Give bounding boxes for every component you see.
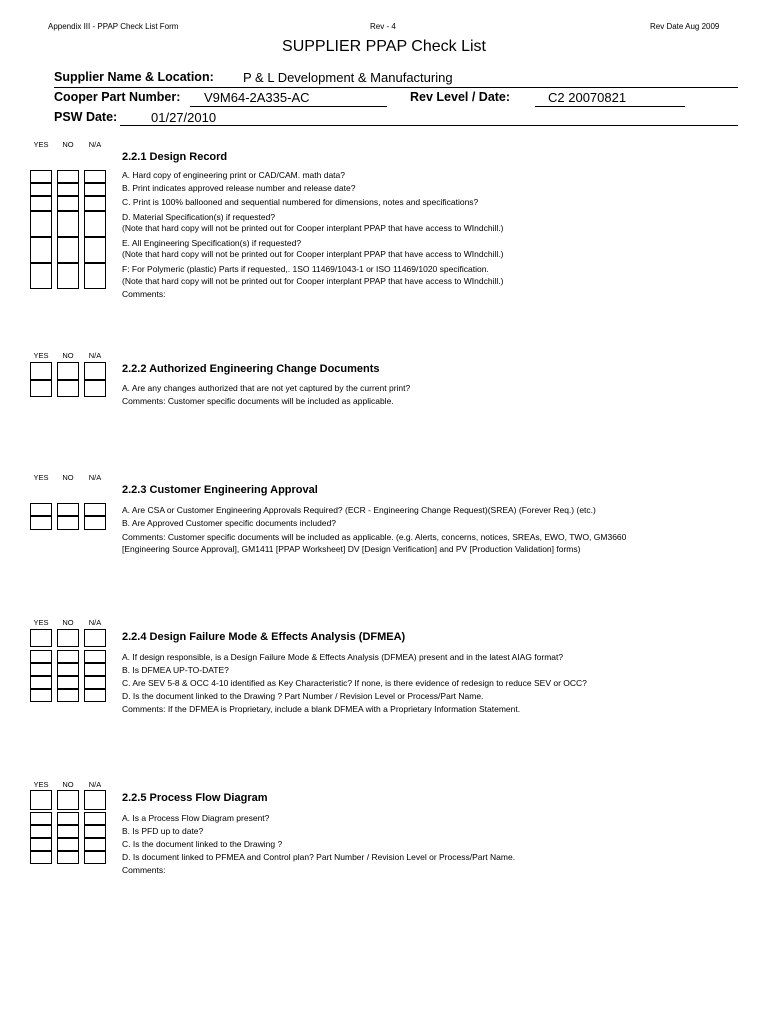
revision-header: Rev - 4 [370, 22, 396, 31]
checkbox-yes[interactable] [30, 629, 52, 647]
checkbox-no[interactable] [57, 650, 79, 663]
checkbox-no[interactable] [57, 689, 79, 702]
rev-date-header: Rev Date Aug 2009 [650, 22, 720, 31]
checkbox-yes[interactable] [30, 790, 52, 810]
checkbox-yes[interactable] [30, 263, 52, 289]
column-header-na: N/A [88, 140, 102, 149]
checkbox-no[interactable] [57, 263, 79, 289]
column-header-na: N/A [88, 618, 102, 627]
psw-date-value[interactable]: 01/27/2010 [151, 110, 217, 125]
column-header-no: NO [62, 780, 74, 789]
checkbox-no[interactable] [57, 362, 79, 380]
checkbox-na[interactable] [84, 170, 106, 183]
question-line: A. If design responsible, is a Design Failure Mode & Effects Analysis (DFMEA) present and in the latest AIAG format? [122, 652, 564, 662]
part-number-label: Cooper Part Number: [54, 90, 181, 104]
column-header-yes: YES [33, 140, 49, 149]
checkbox-na[interactable] [84, 196, 106, 211]
checkbox-na[interactable] [84, 812, 106, 825]
checkbox-yes[interactable] [30, 676, 52, 689]
form-id-header: Appendix III - PPAP Check List Form [48, 22, 179, 31]
rev-level-underline [535, 106, 685, 107]
question-line: A. Are CSA or Customer Engineering Approvals Required? (ECR - Engineering Change Request)(SREA) (Forever Req.) (etc.) [122, 505, 596, 515]
question-line: F: For Polymeric (plastic) Parts if requested,. 1SO 11469/1043-1 or ISO 11469/1020 specification. [122, 264, 489, 274]
question-line: (Note that hard copy will not be printed out for Cooper interplant PPAP that have access to WIndchill.) [122, 223, 504, 233]
checkbox-yes[interactable] [30, 503, 52, 516]
column-header-na: N/A [88, 473, 102, 482]
column-header-yes: YES [33, 618, 49, 627]
checkbox-na[interactable] [84, 183, 106, 196]
checkbox-yes[interactable] [30, 851, 52, 864]
column-header-no: NO [62, 473, 74, 482]
column-header-no: NO [62, 140, 74, 149]
checkbox-na[interactable] [84, 790, 106, 810]
checkbox-no[interactable] [57, 237, 79, 263]
checkbox-no[interactable] [57, 663, 79, 676]
psw-date-label: PSW Date: [54, 110, 118, 124]
checkbox-no[interactable] [57, 380, 79, 397]
question-line: B. Is PFD up to date? [122, 826, 204, 836]
checkbox-yes[interactable] [30, 812, 52, 825]
checkbox-no[interactable] [57, 503, 79, 516]
checkbox-no[interactable] [57, 812, 79, 825]
checkbox-na[interactable] [84, 211, 106, 237]
column-header-no: NO [62, 351, 74, 360]
checkbox-na[interactable] [84, 650, 106, 663]
checkbox-yes[interactable] [30, 211, 52, 237]
checkbox-na[interactable] [84, 263, 106, 289]
column-header-yes: YES [33, 780, 49, 789]
checkbox-yes[interactable] [30, 362, 52, 380]
checkbox-na[interactable] [84, 362, 106, 380]
question-line: C. Print is 100% ballooned and sequential numbered for dimensions, notes and specifications? [122, 197, 479, 207]
checkbox-yes[interactable] [30, 689, 52, 702]
question-line: (Note that hard copy will not be printed out for Cooper interplant PPAP that have access to WIndchill.) [122, 249, 504, 259]
checkbox-no[interactable] [57, 790, 79, 810]
question-line: A. Is a Process Flow Diagram present? [122, 813, 270, 823]
supplier-value[interactable]: P & L Development & Manufacturing [243, 70, 453, 85]
checkbox-na[interactable] [84, 516, 106, 530]
question-line: C. Is the document linked to the Drawing ? [122, 839, 283, 849]
checkbox-no[interactable] [57, 676, 79, 689]
column-header-yes: YES [33, 473, 49, 482]
section-heading: 2.2.3 Customer Engineering Approval [122, 484, 318, 496]
part-number-value[interactable]: V9M64-2A335-AC [204, 90, 310, 105]
checkbox-no[interactable] [57, 516, 79, 530]
column-header-yes: YES [33, 351, 49, 360]
section-heading: 2.2.1 Design Record [122, 151, 228, 163]
question-line: D. Is document linked to PFMEA and Control plan? Part Number / Revision Level or Process/Part Name. [122, 852, 516, 862]
checkbox-na[interactable] [84, 689, 106, 702]
checkbox-no[interactable] [57, 183, 79, 196]
checkbox-na[interactable] [84, 503, 106, 516]
checkbox-na[interactable] [84, 237, 106, 263]
supplier-underline [54, 87, 738, 88]
checkbox-yes[interactable] [30, 237, 52, 263]
checkbox-no[interactable] [57, 196, 79, 211]
checkbox-yes[interactable] [30, 516, 52, 530]
supplier-label: Supplier Name & Location: [54, 70, 214, 84]
question-line: A. Hard copy of engineering print or CAD/CAM. math data? [122, 170, 345, 180]
rev-level-value[interactable]: C2 20070821 [548, 90, 627, 105]
checkbox-na[interactable] [84, 629, 106, 647]
question-line: A. Are any changes authorized that are not yet captured by the current print? [122, 383, 411, 393]
rev-level-label: Rev Level / Date: [410, 90, 511, 104]
section-heading: 2.2.4 Design Failure Mode & Effects Analysis (DFMEA) [122, 631, 406, 643]
question-line: (Note that hard copy will not be printed out for Cooper interplant PPAP that have access to WIndchill.) [122, 276, 504, 286]
comments-line: Comments: [122, 289, 166, 299]
column-header-no: NO [62, 618, 74, 627]
checkbox-no[interactable] [57, 629, 79, 647]
checkbox-yes[interactable] [30, 170, 52, 183]
part-number-underline [190, 106, 387, 107]
checkbox-no[interactable] [57, 170, 79, 183]
question-line: C. Are SEV 5-8 & OCC 4-10 identified as Key Characteristic? If none, is there evidence of redesign to reduce SEV or OCC? [122, 678, 587, 688]
comments-line: Comments: If the DFMEA is Proprietary, include a blank DFMEA with a Proprietary Information Statement. [122, 704, 521, 714]
checkbox-no[interactable] [57, 825, 79, 838]
question-line: B. Print indicates approved release number and release date? [122, 183, 356, 193]
comments-line: Comments: Customer specific documents will be included as applicable. [122, 396, 394, 406]
checkbox-no[interactable] [57, 838, 79, 851]
question-line: B. Are Approved Customer specific documents included? [122, 518, 337, 528]
question-line: D. Material Specification(s) if requested? [122, 212, 276, 222]
section-heading: 2.2.2 Authorized Engineering Change Documents [122, 363, 380, 375]
question-line: B. Is DFMEA UP-TO-DATE? [122, 665, 229, 675]
question-line: E. All Engineering Specification(s) if requested? [122, 238, 302, 248]
checkbox-no[interactable] [57, 851, 79, 864]
checkbox-na[interactable] [84, 380, 106, 397]
checkbox-yes[interactable] [30, 663, 52, 676]
page-title: SUPPLIER PPAP Check List [282, 38, 486, 55]
checkbox-yes[interactable] [30, 838, 52, 851]
checkbox-na[interactable] [84, 676, 106, 689]
checkbox-na[interactable] [84, 825, 106, 838]
checkbox-no[interactable] [57, 211, 79, 237]
checkbox-na[interactable] [84, 663, 106, 676]
column-header-na: N/A [88, 351, 102, 360]
question-line: D. Is the document linked to the Drawing ? Part Number / Revision Level or Process/Part Name. [122, 691, 484, 701]
column-header-na: N/A [88, 780, 102, 789]
checkbox-yes[interactable] [30, 380, 52, 397]
checkbox-yes[interactable] [30, 825, 52, 838]
checkbox-na[interactable] [84, 838, 106, 851]
checkbox-na[interactable] [84, 851, 106, 864]
comments-line: Comments: [122, 865, 166, 875]
section-heading: 2.2.5 Process Flow Diagram [122, 792, 268, 804]
comments-line: Comments: Customer specific documents will be included as applicable. (e.g. Alerts, concerns, notices, SREAs, EWO, TWO, GM3660 [122, 532, 627, 542]
checkbox-yes[interactable] [30, 650, 52, 663]
checkbox-yes[interactable] [30, 196, 52, 211]
checkbox-yes[interactable] [30, 183, 52, 196]
question-line: [Engineering Source Approval], GM1411 [PPAP Worksheet] DV [Design Verification] and PV [Production Validation] forms) [122, 544, 581, 554]
psw-date-underline [120, 125, 738, 126]
